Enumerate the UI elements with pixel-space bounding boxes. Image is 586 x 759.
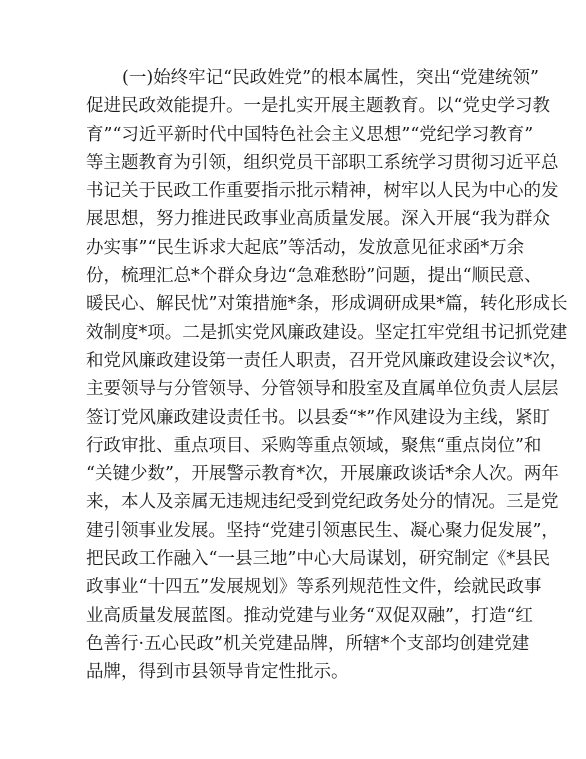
text-line: 建引领事业发展。坚持“党建引领惠民生、凝心聚力促发展”， <box>86 520 559 541</box>
text-line: 行政审批、重点项目、采购等重点领域，聚焦“重点岗位”和 <box>86 435 542 456</box>
text-line: 业高质量发展蓝图。推动党建与业务“双促双融”，打造“红 <box>86 605 533 626</box>
text-line: (一)始终牢记“民政姓党”的根本属性，突出“党建统领” <box>122 68 539 88</box>
text-line: 和党风廉政建设第一责任人职责，召开党风廉政建设会议*次， <box>86 350 568 371</box>
text-line: 色善行·五心民政”机关党建品牌，所辖*个支部均创建党建 <box>86 633 530 654</box>
text-line: 展思想，努力推进民政事业高质量发展。深入开展“我为群众 <box>86 209 550 230</box>
text-line: 政事业“十四五”发展规划》等系列规范性文件，绘就民政事 <box>86 577 542 598</box>
text-line: 品牌，得到市县领导肯定性批示。 <box>86 662 349 683</box>
text-line: 书记关于民政工作重要指示批示精神，树牢以人民为中心的发 <box>86 181 559 202</box>
text-line: 主要领导与分管领导、分管领导和股室及直属单位负责人层层 <box>86 379 559 400</box>
text-line: 签订党风廉政建设责任书。以县委“*”作风建设为主线，紧盯 <box>86 407 551 428</box>
text-line: 效制度*项。二是抓实党风廉政建设。坚定扛牢党组书记抓党建 <box>86 322 568 343</box>
text-line: 等主题教育为引领，组织党员干部职工系统学习贯彻习近平总 <box>86 152 559 173</box>
text-line: “关键少数”，开展警示教育*次，开展廉政谈话*余人次。两年 <box>86 464 559 485</box>
text-line: 育”“习近平新时代中国特色社会主义思想”“党纪学习教育” <box>86 124 534 145</box>
text-line: 把民政工作融入“一县三地”中心大局谋划，研究制定《*县民 <box>86 549 551 570</box>
text-line: 份，梳理汇总*个群众身边“急难愁盼”问题，提出“顺民意、 <box>86 266 542 287</box>
text-line: 促进民政效能提升。一是扎实开展主题教育。以“党史学习教 <box>86 96 550 117</box>
body-paragraph <box>86 64 568 687</box>
text-line: 办实事”“民生诉求大起底”等活动，发放意见征求函*万余 <box>86 237 525 258</box>
text-line: 暖民心、解民忧”对策措施*条，形成调研成果*篇，转化形成长 <box>86 294 568 315</box>
text-line: 来，本人及亲属无违规违纪受到党纪政务处分的情况。三是党 <box>86 492 559 513</box>
